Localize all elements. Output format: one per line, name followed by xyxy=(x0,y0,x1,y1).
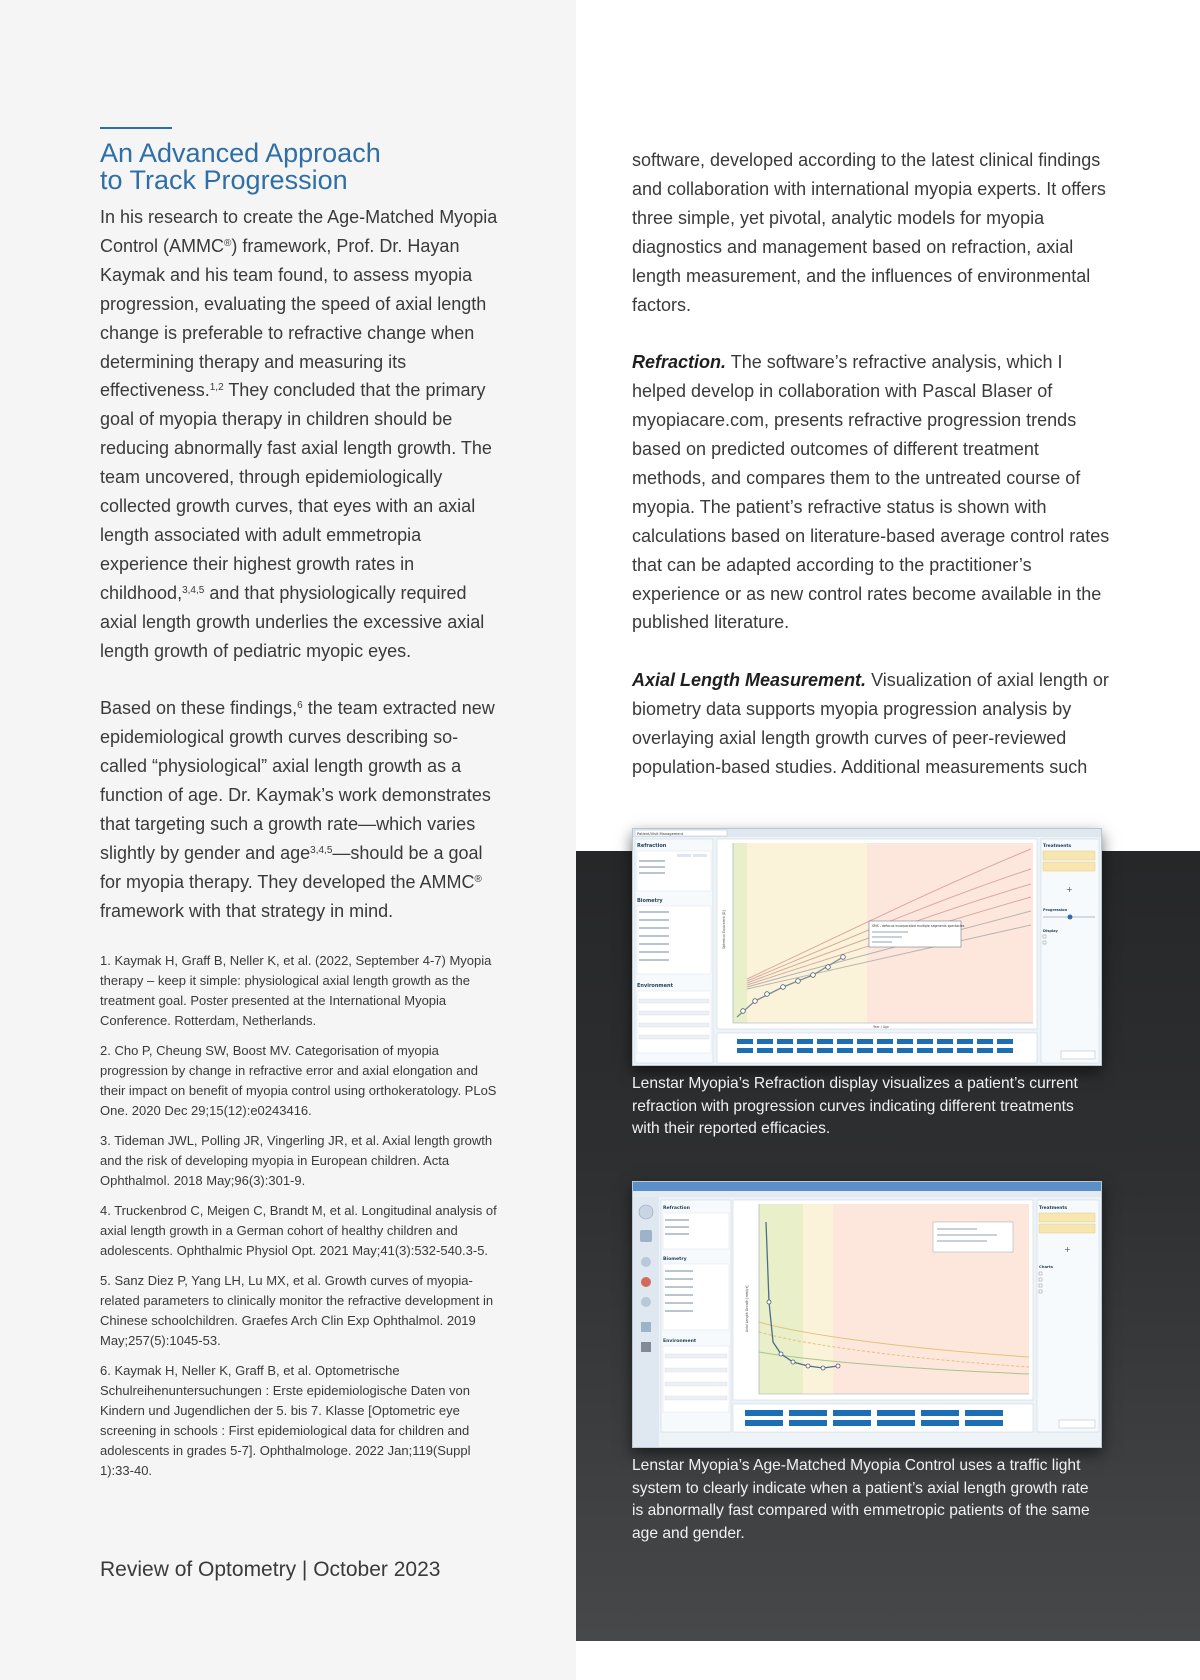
table-label xyxy=(665,1310,693,1312)
registered-mark: ® xyxy=(224,237,232,249)
reference-item: 2. Cho P, Cheung SW, Boost MV. Categorisation of myopia progression by change in refractive error and axial elongation and their impact on benefit of myopia control using orthokeratology. PLoS One. 2020 Dec 29;15(12):e0243416. xyxy=(100,1043,497,1118)
environment-slider[interactable] xyxy=(639,1035,709,1039)
window-title-bar xyxy=(633,1182,1101,1191)
result-cell xyxy=(917,1048,933,1053)
result-cell xyxy=(737,1039,753,1044)
table-label xyxy=(665,1286,693,1288)
text-run: Based on these findings, xyxy=(100,698,298,719)
panel-environment-title: Environment xyxy=(663,1339,697,1344)
chart-option-checkbox[interactable] xyxy=(1039,1272,1042,1275)
text-run: the team extracted new epidemiological growth curves describing so-called “physiological” axial length growth as a function of age. Dr. Kaymak’s work demonstrates that targeting such a growth rate—which varies slightly by gender and age xyxy=(100,698,495,863)
measurement-point[interactable] xyxy=(765,992,770,997)
result-cell xyxy=(745,1410,783,1416)
paragraph: software, developed according to the latest clinical findings and collaboration with international myopia experts. It offers three simple, yet pivotal, analytic models for myopia diagnostics and management based on refraction, axial length measurement, and the influences of environmental factors. xyxy=(632,150,1106,315)
treatments-title: Treatments xyxy=(1039,1206,1068,1211)
tooltip-line xyxy=(937,1234,997,1236)
table-label xyxy=(639,935,669,937)
ammc-screenshot xyxy=(632,1181,1102,1448)
chart-option-checkbox[interactable] xyxy=(1039,1278,1042,1281)
section-heading xyxy=(100,140,500,194)
environment-slider[interactable] xyxy=(639,999,709,1003)
reference-item: 4. Truckenbrod C, Meigen C, Brandt M, et al. Longitudinal analysis of axial length growth in a German cohort of healthy children and adolescents. Ophthalmic Physiol Opt. 2021 May;41(3):532-540.3-5. xyxy=(100,1203,497,1258)
charts-title: Charts xyxy=(1039,1264,1053,1269)
table-label xyxy=(639,866,665,868)
biometry-table xyxy=(637,906,711,974)
measurement-point[interactable] xyxy=(826,965,831,970)
result-cell xyxy=(833,1420,871,1426)
biometry-table xyxy=(663,1264,729,1330)
measurement-point[interactable] xyxy=(806,1364,810,1368)
disc-icon[interactable] xyxy=(641,1297,651,1307)
result-cell xyxy=(837,1048,853,1053)
result-cell xyxy=(797,1039,813,1044)
left-column xyxy=(100,203,500,926)
chart-tooltip xyxy=(933,1222,1013,1252)
x-axis-label: Year / Age xyxy=(873,1025,890,1029)
text-run: ) framework, Prof. Dr. Hayan Kaymak and his team found, to assess myopia progression, evaluating the speed of axial length change is preferable to refractive change when determining therapy and measuring its effectiveness. xyxy=(100,235,487,401)
panel-biometry-title: Biometry xyxy=(637,898,663,904)
measurement-point[interactable] xyxy=(767,1300,771,1304)
panel-refraction-title: Refraction xyxy=(637,843,667,849)
result-cell xyxy=(857,1039,873,1044)
table-label xyxy=(639,959,669,961)
result-cell xyxy=(757,1039,773,1044)
result-cell xyxy=(817,1048,833,1053)
result-cell xyxy=(833,1410,871,1416)
y-axis-label: Axial Length Growth [mm/yr] xyxy=(745,1285,749,1332)
display-title: Display xyxy=(1043,929,1058,933)
table-label xyxy=(639,951,669,953)
treatment-item[interactable] xyxy=(1043,851,1095,860)
reference-item: 5. Sanz Diez P, Yang LH, Lu MX, et al. Growth curves of myopia-related parameters to clinically monitor the refractive development in Chinese schoolchildren. Graefes Arch Clin Exp Ophthalmol. 2019 May;257(5):1045-53. xyxy=(100,1273,494,1348)
table-label xyxy=(639,943,669,945)
avatar-icon[interactable] xyxy=(639,1205,653,1219)
measurement-point[interactable] xyxy=(781,985,786,990)
progression-title: Progression xyxy=(1043,908,1068,912)
environment-slider[interactable] xyxy=(639,1011,709,1015)
table-label xyxy=(639,911,669,913)
measurement-point[interactable] xyxy=(796,979,801,984)
table-label xyxy=(639,872,665,874)
result-cell xyxy=(917,1039,933,1044)
result-cell xyxy=(965,1420,1003,1426)
result-cell xyxy=(877,1048,893,1053)
citation-superscript: 1,2 xyxy=(209,382,224,394)
result-cell xyxy=(965,1410,1003,1416)
reference-item: 3. Tideman JWL, Polling JR, Vingerling JR, et al. Axial length growth and the risk of developing myopia in European children. Acta Ophthalmol. 2018 May;96(3):301-9. xyxy=(100,1133,493,1188)
result-cell xyxy=(745,1420,783,1426)
result-cell xyxy=(977,1048,993,1053)
display-checkbox[interactable] xyxy=(1043,941,1046,944)
result-cell xyxy=(997,1048,1013,1053)
measurement-point[interactable] xyxy=(811,973,816,978)
result-cell xyxy=(921,1420,959,1426)
table-label xyxy=(639,860,665,862)
table-cell xyxy=(693,854,707,857)
refraction-table xyxy=(663,1213,729,1249)
table-label xyxy=(665,1233,689,1235)
table-label xyxy=(639,927,669,929)
result-cell xyxy=(777,1039,793,1044)
text-run: —should be a goal for myopia therapy. They developed the AMMC xyxy=(100,842,483,892)
result-cell xyxy=(789,1420,827,1426)
run-in-heading: Refraction. xyxy=(632,352,727,373)
menu-bar xyxy=(633,1191,1101,1197)
refraction-screenshot xyxy=(632,828,1102,1066)
text-run: They concluded that the primary goal of myopia therapy in children should be reducing abnormally fast axial length growth. The team uncovered, through epidemiologically collected growth curves, that eyes with an axial length associated with adult emmetropia experience their highest growth rates in childhood, xyxy=(100,380,492,603)
table-label xyxy=(665,1270,693,1272)
results-strip xyxy=(733,1404,1033,1432)
table-label xyxy=(639,919,669,921)
treatment-item[interactable] xyxy=(1039,1213,1095,1222)
ammc-screenshot-drawing xyxy=(633,1182,1101,1447)
tool-icon[interactable] xyxy=(641,1322,651,1332)
result-cell xyxy=(837,1039,853,1044)
result-cell xyxy=(777,1048,793,1053)
paragraph xyxy=(632,666,1112,782)
result-cell xyxy=(921,1410,959,1416)
text-run: Visualization of axial length or biometry data supports myopia progression analysis by overlaying axial length growth curves of peer-reviewed population-based studies. Additional measurements such xyxy=(632,670,1109,777)
result-cell xyxy=(737,1048,753,1053)
result-cell xyxy=(857,1048,873,1053)
tooltip-line xyxy=(937,1228,977,1230)
measurement-point[interactable] xyxy=(779,1352,783,1356)
device-icon[interactable] xyxy=(640,1230,652,1242)
measurement-point[interactable] xyxy=(791,1360,795,1364)
paragraph xyxy=(100,203,500,666)
table-label xyxy=(665,1302,693,1304)
measurement-point[interactable] xyxy=(841,955,846,960)
chart-zone-green xyxy=(759,1204,803,1394)
run-in-heading: Axial Length Measurement. xyxy=(632,670,867,691)
export-button[interactable] xyxy=(1059,1420,1095,1428)
treatment-item[interactable] xyxy=(1039,1224,1095,1233)
display-checkbox[interactable] xyxy=(1043,935,1046,938)
result-cell xyxy=(937,1039,953,1044)
chart-zone-green xyxy=(733,843,747,1023)
measurement-point[interactable] xyxy=(821,1366,825,1370)
tooltip-line xyxy=(937,1240,987,1242)
text-run: In his research to create the Age-Matched Myopia Control (AMMC xyxy=(100,207,498,256)
result-cell xyxy=(897,1048,913,1053)
result-cell xyxy=(877,1039,893,1044)
environment-slider[interactable] xyxy=(665,1396,727,1400)
result-cell xyxy=(937,1048,953,1053)
text-run: and that physiologically required axial length growth underlies the excessive axial length growth of pediatric myopic eyes. xyxy=(100,582,485,661)
chart-option-checkbox[interactable] xyxy=(1039,1290,1042,1293)
chart-option-checkbox[interactable] xyxy=(1039,1284,1042,1287)
text-run: framework with that strategy in mind. xyxy=(100,900,394,921)
result-cell xyxy=(789,1410,827,1416)
environment-slider[interactable] xyxy=(665,1368,727,1372)
result-cell xyxy=(797,1048,813,1053)
measurement-point[interactable] xyxy=(741,1009,746,1014)
panel-refraction-title: Refraction xyxy=(663,1206,690,1211)
result-cell xyxy=(877,1420,915,1426)
table-label xyxy=(665,1226,689,1228)
table-label xyxy=(665,1278,693,1280)
table-label xyxy=(665,1219,689,1221)
tool-icon[interactable] xyxy=(641,1257,651,1267)
figure-1-caption: Lenstar Myopia’s Refraction display visualizes a patient’s current refraction with progression curves indicating different treatments with their reported efficacies. xyxy=(632,1075,1078,1137)
result-cell xyxy=(897,1039,913,1044)
right-panel xyxy=(1037,1200,1099,1432)
treatment-item[interactable] xyxy=(1043,862,1095,871)
result-cell xyxy=(877,1410,915,1416)
footer-publication: Review of Optometry | October 2023 xyxy=(100,1558,441,1581)
tooltip-title: SMS - defocus incorporated multiple segments spectacles xyxy=(872,924,965,928)
result-cell xyxy=(977,1039,993,1044)
measurement-point[interactable] xyxy=(836,1364,840,1368)
panel-environment-title: Environment xyxy=(637,983,673,989)
result-cell xyxy=(997,1039,1013,1044)
add-treatment-icon[interactable]: + xyxy=(1064,1245,1071,1254)
environment-slider[interactable] xyxy=(639,1023,709,1027)
table-label xyxy=(665,1294,693,1296)
reference-list xyxy=(100,951,500,1491)
result-cell xyxy=(757,1048,773,1053)
table-cell xyxy=(677,854,691,857)
tooltip-line xyxy=(872,941,892,943)
reference-item: 1. Kaymak H, Graff B, Neller K, et al. (2022, September 4-7) Myopia therapy – keep it simple: physiological axial length growth as the treatment goal. Poster presented at the International Myopia Conference. Rotterdam, Netherlands. xyxy=(100,953,492,1028)
citation-superscript: 3,4,5 xyxy=(182,584,205,596)
tool-icon[interactable] xyxy=(641,1342,651,1352)
measurement-point[interactable] xyxy=(753,999,758,1004)
export-button[interactable] xyxy=(1061,1051,1095,1059)
panel-biometry-title: Biometry xyxy=(663,1257,687,1262)
treatments-title: Treatments xyxy=(1043,844,1072,849)
text-run: The software’s refractive analysis, which I helped develop in collaboration with Pascal Blaser of myopiacare.com, presents refractive progression trends based on predicted outcomes of different treatment methods, and compares them to the untreated course of myopia. The patient’s refractive status is shown with calculations based on literature-based average control rates that can be adapted according to the practitioner’s experience or as new control rates become available in the published literature. xyxy=(632,352,1110,633)
add-treatment-icon[interactable]: + xyxy=(1066,885,1073,894)
citation-superscript: 6 xyxy=(297,700,303,712)
eye-icon[interactable] xyxy=(641,1277,651,1287)
citation-superscript: 3,4,5 xyxy=(310,844,333,856)
result-cell xyxy=(957,1048,973,1053)
heading-line-1: An Advanced Approach xyxy=(100,138,381,168)
right-panel xyxy=(1041,839,1099,1063)
registered-mark: ® xyxy=(474,873,482,885)
environment-slider[interactable] xyxy=(665,1382,727,1386)
right-column xyxy=(632,146,1112,782)
paragraph xyxy=(632,348,1112,637)
heading-line-2: to Track Progression xyxy=(100,165,348,195)
paragraph xyxy=(100,694,500,925)
tab-label: Patient/Visit Management xyxy=(637,832,684,836)
environment-slider[interactable] xyxy=(665,1354,727,1358)
title-rule xyxy=(100,127,172,129)
tooltip-line xyxy=(872,931,908,933)
reference-item: 6. Kaymak H, Neller K, Graff B, et al. Optometrische Schulreihenuntersuchungen : Erste epidemiologische Daten von Kindern und Jugendlichen der 5. bis 7. Klasse [Optometric eye screening in schools : First epidemiological data for children and adolescents in grades 5-7]. Ophthalmologe. 2022 Jan;119(Suppl 1):33-40. xyxy=(100,1363,471,1478)
result-cell xyxy=(817,1039,833,1044)
figure-2-caption: Lenstar Myopia’s Age-Matched Myopia Control uses a traffic light system to clearly indicate when a patient’s axial length growth rate is abnormally fast compared with emmetropic patients of the same age and gender. xyxy=(632,1457,1090,1542)
progression-slider-handle[interactable] xyxy=(1068,915,1073,920)
refraction-screenshot-drawing xyxy=(633,829,1101,1065)
result-cell xyxy=(957,1039,973,1044)
y-axis-label: Spherical Equivalent [D] xyxy=(722,910,726,949)
tooltip-line xyxy=(872,936,902,938)
